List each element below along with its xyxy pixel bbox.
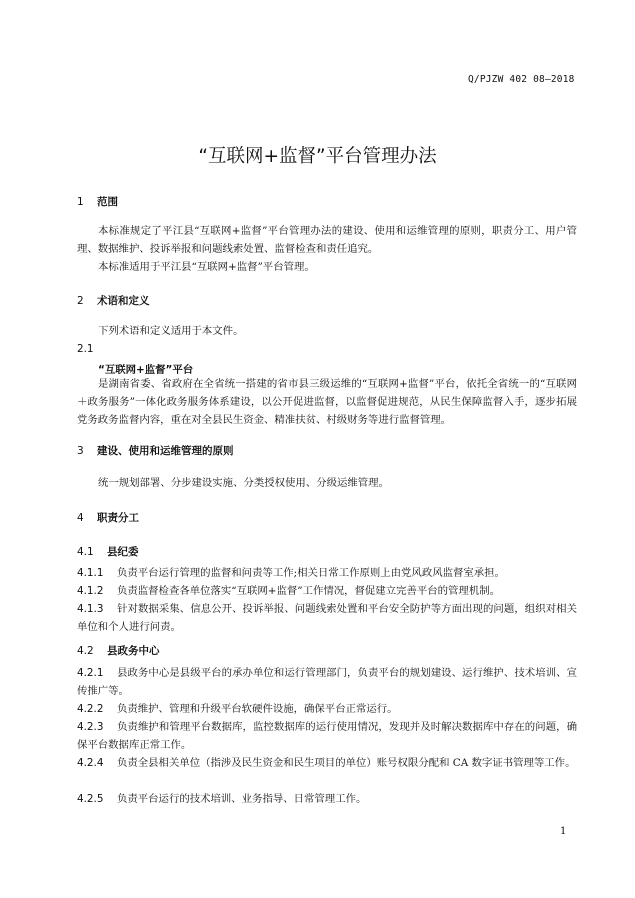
section-title: 职责分工 [97,512,139,524]
clause-4-1-1 [77,565,577,583]
subsection-heading-4-1 [77,544,139,559]
section-heading-2 [77,293,150,308]
section-number: 2 [77,295,84,307]
subsection-title: 县纪委 [107,546,139,558]
section-number: 1 [77,196,84,208]
clause-number: 4.2.5 [77,793,104,805]
section-3-paragraph-1: 统一规划部署、分步建设实施、分类授权使用、分级运维管理。 [98,477,389,489]
clause-number: 4.1.2 [77,585,104,597]
document-code: Q/PJZW 402 08—2018 [468,74,575,85]
clause-text: 负责监督检查各单位落实“互联网+监督”工作情况，督促建立完善平台的管理机制。 [117,585,500,597]
section-1-paragraph-2: 本标准适用于平江县“互联网+监督”平台管理。 [98,261,315,273]
section-number: 4 [77,512,84,524]
term-number: 2.1 [77,343,94,355]
section-heading-4 [77,510,139,525]
clause-text: 负责全县相关单位（指涉及民生资金和民生项目的单位）账号权限分配和 CA 数字证书管理等工作。 [117,757,576,769]
clause-text: 负责平台运行管理的监督和问责等工作;相关日常工作原则上由党风政风监督室承担。 [117,567,505,579]
clause-text: 县政务中心是县级平台的承办单位和运行管理部门，负责平台的规划建设、运行维护、技术培训、宣传推广等。 [77,667,577,697]
clause-text: 负责平台运行的技术培训、业务指导、日常管理工作。 [117,793,367,805]
clause-number: 4.2.3 [77,721,104,733]
clause-4-2-3 [77,719,577,754]
clause-text: 负责维护和管理平台数据库，监控数据库的运行使用情况，发现并及时解决数据库中存在的问题，确保平台数据库正常工作。 [77,721,577,751]
section-1-paragraph-1: 本标准规定了平江县“互联网+监督”平台管理办法的建设、使用和运维管理的原则，职责分工、用户管理、数据维护、投诉举报和问题线索处置、监督检查和责任追究。 [77,225,577,255]
clause-4-1-2 [77,583,577,601]
clause-text: 针对数据采集、信息公开、投诉举报、问题线索处置和平台安全防护等方面出现的问题，组织对相关单位和个人进行问责。 [77,603,577,633]
clause-number: 4.1.3 [77,603,104,615]
section-number: 3 [77,445,84,457]
clause-4-1-3 [77,601,577,636]
clause-4-2-4 [77,755,577,773]
section-2-paragraph-1: 下列术语和定义适用于本文件。 [98,325,244,337]
clause-4-2-2 [77,701,577,719]
clause-number: 4.2.1 [77,667,104,679]
clause-number: 4.1.1 [77,567,104,579]
section-title: 术语和定义 [97,295,150,307]
section-heading-3 [77,443,234,458]
section-heading-1 [77,194,118,209]
section-title: 建设、使用和运维管理的原则 [97,445,234,457]
clause-number: 4.2.2 [77,703,104,715]
document-title: “互联网+监督”平台管理办法 [198,146,437,167]
page-number: 1 [560,826,567,837]
subsection-number: 4.2 [77,645,94,657]
section-title: 范围 [97,196,118,208]
subsection-title: 县政务中心 [107,645,160,657]
clause-text: 负责维护、管理和升级平台软硬件设施，确保平台正常运行。 [117,703,398,715]
term-definition: 是湖南省委、省政府在全省统一搭建的省市县三级运维的“互联网+监督”平台，依托全省统一的“互联网＋政务服务”一体化政务服务体系建设，以公开促进监督，以监督促进规范，从民生保障监督入手，逐步拓展党务政务监督内容，重在对全县民生资金、精准扶贫、村级财务等进行监督管理。 [77,378,577,426]
subsection-heading-4-2 [77,643,160,658]
clause-4-2-5 [77,791,577,809]
subsection-number: 4.1 [77,546,94,558]
clause-4-2-1 [77,665,577,700]
clause-number: 4.2.4 [77,757,104,769]
term-name: “互联网+监督”平台 [98,364,194,376]
